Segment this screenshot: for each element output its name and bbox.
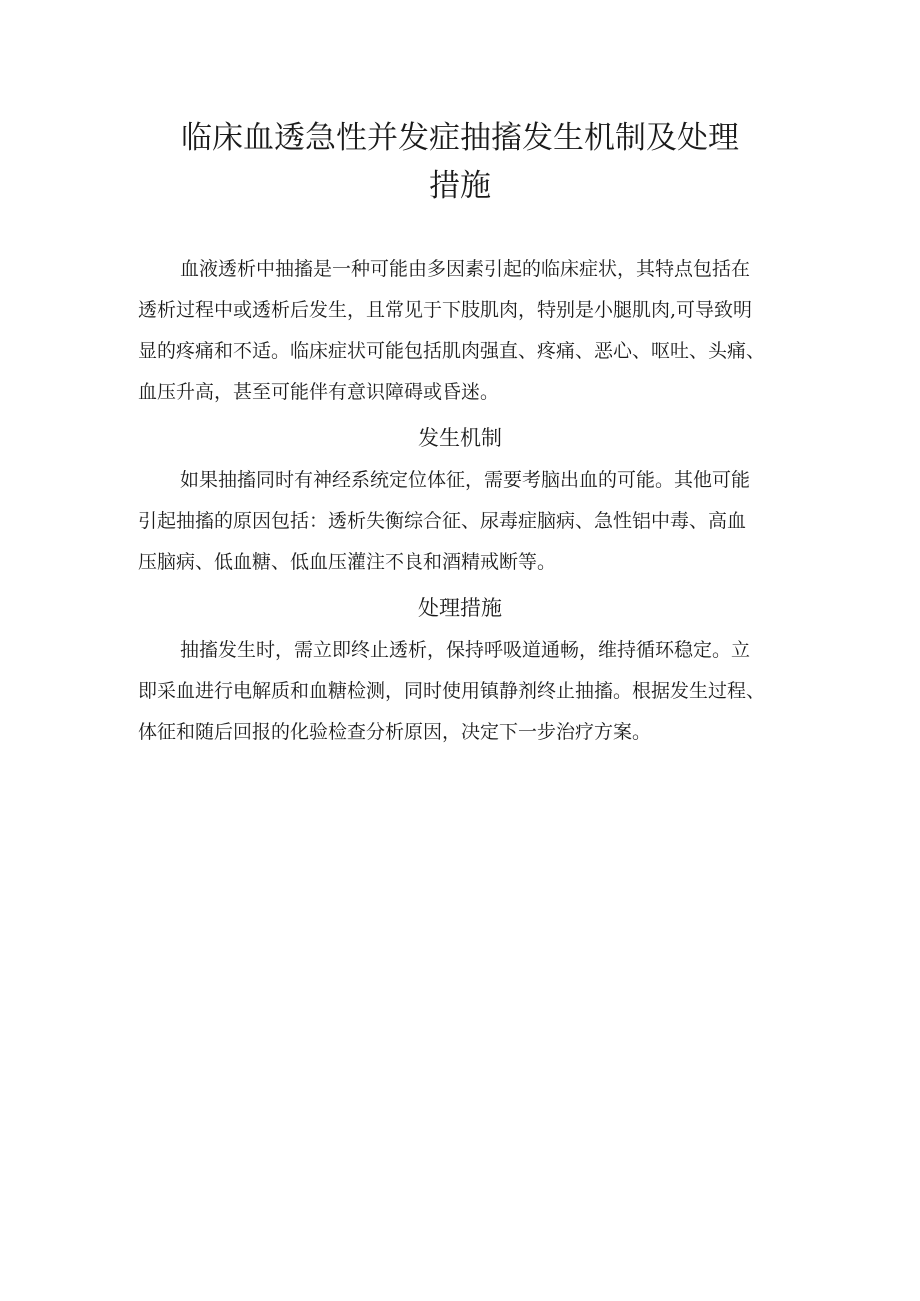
intro-line-2: 透析过程中或透析后发生，且常见于下肢肌肉，特别是小腿肌肉,可导致明 (138, 299, 753, 321)
intro-line-1: 血液透析中抽搐是一种可能由多因素引起的临床症状，其特点包括在 (180, 258, 751, 280)
treatment-paragraph (138, 630, 792, 753)
intro-line-3: 显的疼痛和不适。临床症状可能包括肌肉强直、疼痛、恶心、呕吐、头痛、 (138, 340, 766, 362)
intro-line-4: 血压升高，甚至可能伴有意识障碍或昏迷。 (138, 381, 500, 403)
document-title-line-1: 临床血透急性并发症抽搐发生机制及处理 (181, 120, 739, 156)
intro-paragraph (138, 249, 792, 413)
document-title-line-2: 措施 (429, 168, 491, 204)
treatment-line-2: 即采血进行电解质和血糖检测，同时使用镇静剂终止抽搐。根据发生过程、 (138, 680, 766, 702)
mechanism-line-3: 压脑病、低血糖、低血压灌注不良和酒精戒断等。 (138, 551, 557, 573)
mechanism-paragraph (138, 460, 792, 583)
section-heading-treatment: 处理措施 (418, 596, 502, 620)
treatment-line-1: 抽搐发生时，需立即终止透析，保持呼吸道通畅，维持循环稳定。立 (180, 639, 751, 661)
treatment-line-3: 体征和随后回报的化验检查分析原因，决定下一步治疗方案。 (138, 721, 652, 743)
mechanism-line-1: 如果抽搐同时有神经系统定位体征，需要考脑出血的可能。其他可能 (180, 469, 751, 491)
mechanism-line-2: 引起抽搐的原因包括：透析失衡综合征、尿毒症脑病、急性铝中毒、高血 (138, 510, 747, 532)
section-heading-mechanism: 发生机制 (418, 426, 502, 450)
